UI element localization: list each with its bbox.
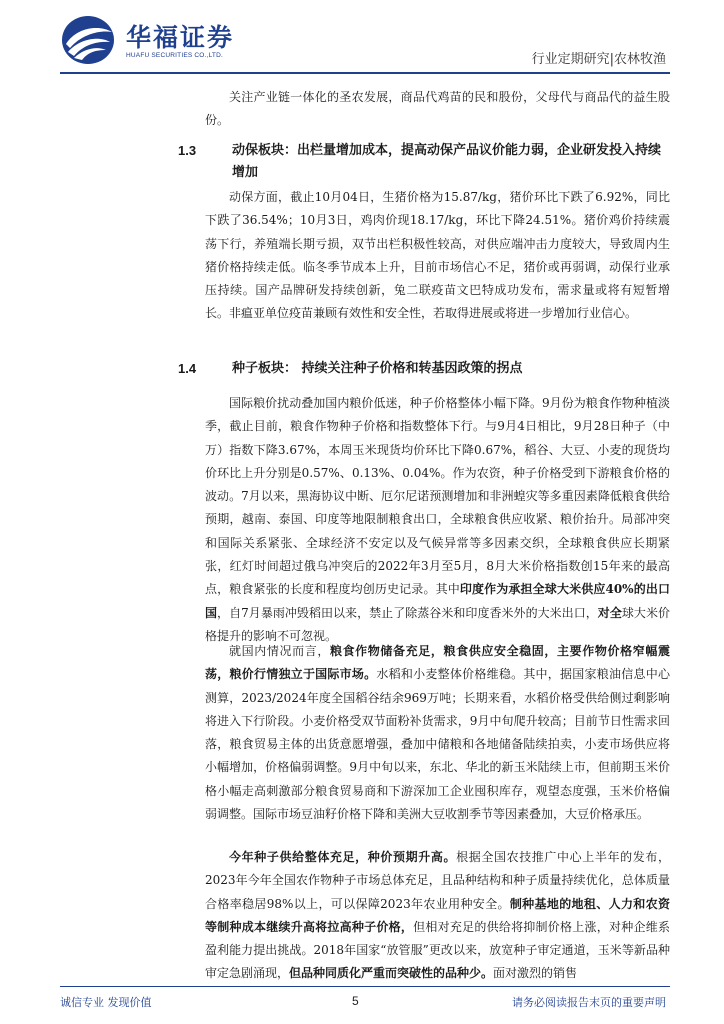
footer-disclaimer: 请务必阅读报告末页的重要声明 [512, 996, 666, 1009]
seed-international-paragraph: 国际粮价扰动叠加国内粮价低迷，种子价格整体小幅下降。9月份为粮食作物种植淡季，截止目前，粮食作物种子价格和指数整体下行。与9月4日相比，9月28日种子（中万）指数下降3.67%，本周玉米现货均价环比下降0.67%，稻谷、大豆、小麦的现货均价环比上升分别是0.57%、0.13%、0.04%。作为农资，种子价格受到下游粮食价格的波动。7月以来，黑海协议中断、厄尔尼诺预测增加和非洲蝗灾等多重因素降低粮食供给预期，越南、泰国、印度等地限制粮食出口，全球粮食供应收紧、粮价抬升。局部冲突和国际关系紧张、全球经济不安定以及气候异常等多因素交织，全球粮食供应长期紧张，红灯时间超过俄乌冲突后的2022年3月至5月，8月大米价格指数创15年来的最高点，粮食紧张的长度和程度均创历史记录。其中印度作为承担全球大米供应40%的出口国，自7月暴雨冲毁稻田以来，禁止了除蒸谷米和印度香米外的大米出口，对全球大米价格提升的影响不可忽视。 [205, 396, 670, 643]
header-divider [60, 72, 670, 74]
bold-emphasis: 粮食作物储备充足，粮食供应安全稳固，主要作物价格窄幅震荡，粮价行情独立于国际市场。 [205, 644, 670, 682]
footer-slogan: 诚信专业 发现价值 [60, 996, 152, 1009]
animal-health-paragraph: 动保方面，截止10月04日，生猪价格为15.87/kg，猪价环比下跌了6.92%，同比下跌了36.54%；10月3日，鸡肉价现18.17/kg，环比下降24.51%。猪价鸡价持续震荡下行，养殖端长期亏损，双节出栏积极性较高，对供应端冲击力度较大，导致周内生猪价格持续走低。临冬季节成本上升，目前市场信心不足，猪价或再弱调，动保行业承压持续。国产品牌研发持续创新，兔二联疫苗文巴特成功发布，需求量或将有短暂增长。非瘟亚单位疫苗兼顾有效性和安全性，若取得进展或将进一步增加行业信心。 [205, 190, 670, 321]
huafu-logo-emblem-icon [60, 14, 116, 66]
page-header [0, 0, 724, 98]
section-title: 种子板块： 持续关注种子价格和转基因政策的拐点 [232, 361, 523, 376]
report-type-label: 行业定期研究|农林牧渔 [531, 52, 666, 67]
section-1-4-heading [178, 358, 670, 380]
bold-emphasis: 对全 [597, 605, 622, 620]
intro-paragraph: 关注产业链一体化的圣农发展，商品代鸡苗的民和股份，父母代与商品代的益生股份。 [205, 90, 670, 128]
huafu-logo [60, 14, 260, 66]
seed-domestic-paragraph: 就国内情况而言，粮食作物储备充足，粮食供应安全稳固，主要作物价格窄幅震荡，粮价行情独立于国际市场。水稻和小麦整体价格维稳。其中，据国家粮油信息中心测算，2023/2024年度全国稻谷结余969万吨；长期来看，水稻价格受供给侧过剩影响将进入下行阶段。小麦价格受双节面粉补货需求，9月中旬爬升较高；目前节日性需求回落，粮食贸易主体的出货意愿增强，叠加中储粮和各地储备陆续拍卖，小麦市场供应将小幅增加，价格偏弱调整。9月中旬以来，东北、华北的新玉米陆续上市，但前期玉米价格小幅走高刺激部分粮食贸易商和下游深加工企业囤积库存，观望态度强，玉米价格偏弱调整。国际市场豆油籽价格下降和美洲大豆收割季节等因素叠加，大豆价格承压。 [205, 644, 670, 822]
section-number: 1.4 [178, 361, 197, 376]
page-number: 5 [352, 994, 359, 1008]
bold-emphasis: 制种基地的地租、人力和农资等制种成本继续升高将拉高种子价格， [205, 896, 670, 934]
bold-emphasis: 今年种子供给整体充足，种价预期升高。 [229, 850, 457, 864]
logo-chinese-name: 华福证券 [126, 23, 235, 52]
bold-emphasis: 但品种同质化严重而突破性的品种少。 [289, 966, 494, 981]
section-title: 动保板块：出栏量增加成本，提高动保产品议价能力弱，企业研发投入持续增加 [232, 143, 662, 180]
seed-supply-paragraph: 今年种子供给整体充足，种价预期升高。根据全国农技推广中心上半年的发布，2023年今年全国农作物种子市场总体充足，且品种结构和种子质量持续优化，总体质量合格率稳居98%以上，可以保障2023年农业用种安全。制种基地的地租、人力和农资等制种成本继续升高将拉高种子价格，但相对充足的供给将抑制价格上涨，对种企维系盈利能力提出挑战。2018年国家“放管服”更改以来，放宽种子审定通道，玉米等新品种审定急剧涌现，但品种同质化严重而突破性的品种少。面对激烈的销售 [205, 850, 670, 981]
footer-divider [60, 986, 670, 987]
section-1-3-heading [178, 140, 670, 184]
section-number: 1.3 [178, 143, 197, 158]
logo-english-name: HUAFU SECURITIES CO.,LTD. [126, 52, 223, 59]
bold-emphasis: 印度作为承担全球大米供应40%的出口国 [205, 582, 670, 620]
